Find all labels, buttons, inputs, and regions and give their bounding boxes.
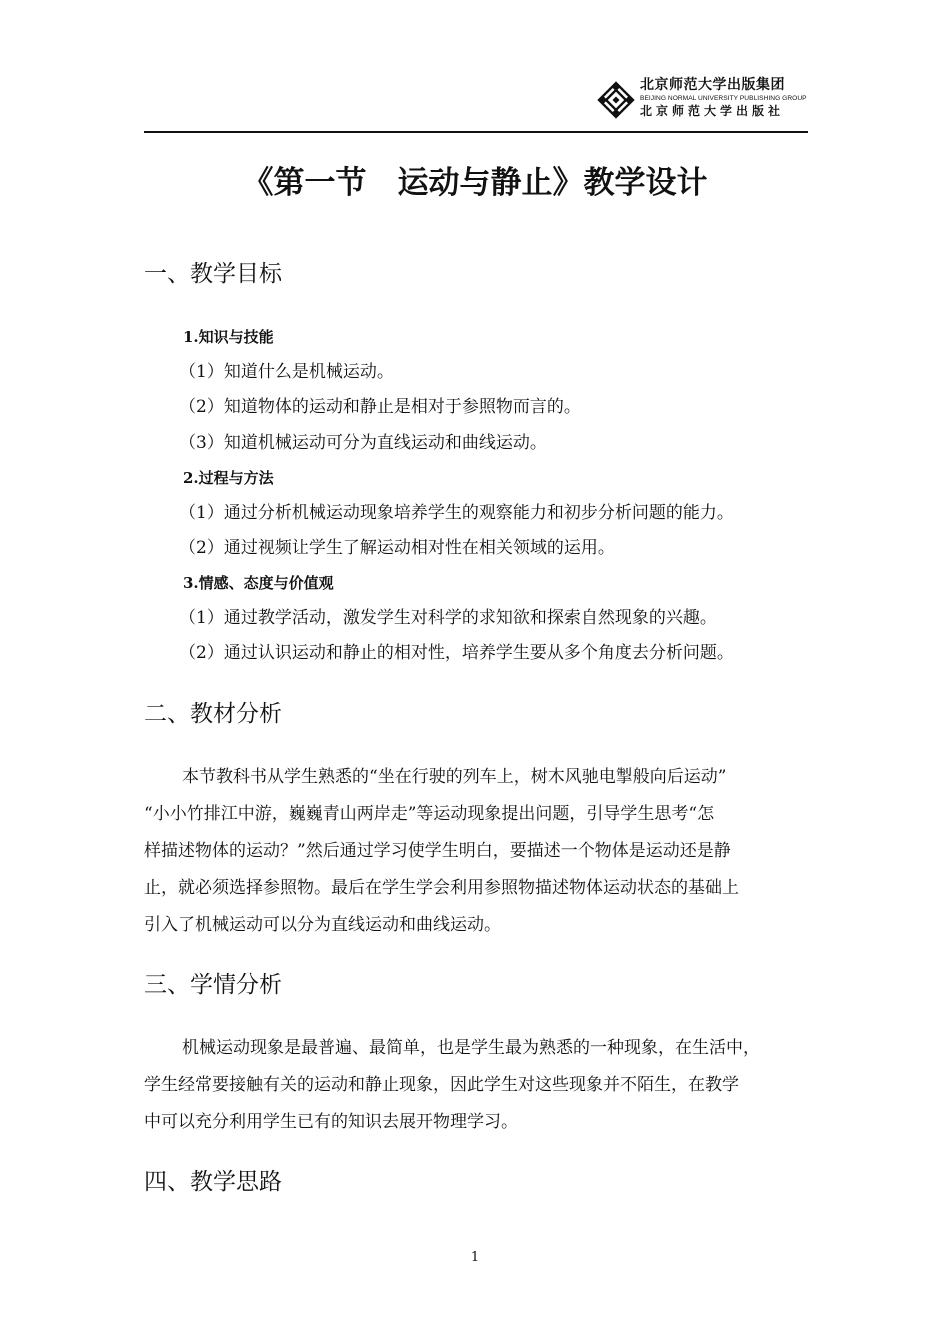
header-divider bbox=[144, 131, 808, 133]
publisher-name-cn: 北京师范大学出版集团 bbox=[640, 77, 785, 93]
goal-item: （2）通过认识运动和静止的相对性，培养学生要从多个角度去分析问题。 bbox=[179, 643, 734, 663]
section-heading-textbook-analysis: 二、教材分析 bbox=[144, 701, 282, 727]
goal-item: （1）通过分析机械运动现象培养学生的观察能力和初步分析问题的能力。 bbox=[179, 503, 734, 523]
section-heading-teaching-goals: 一、教学目标 bbox=[144, 261, 282, 287]
section-heading-teaching-approach: 四、教学思路 bbox=[144, 1169, 282, 1195]
document-title: 《第一节 运动与静止》教学设计 bbox=[242, 165, 708, 201]
paragraph-line: 止，就必须选择参照物。最后在学生学会利用参照物描述物体运动状态的基础上 bbox=[144, 878, 739, 898]
publisher-press-name: 北京师范大学出版社 bbox=[640, 104, 785, 118]
textbook-analysis-paragraph bbox=[144, 759, 808, 944]
learner-analysis-paragraph bbox=[144, 1030, 808, 1141]
goal-item: （1）知道什么是机械运动。 bbox=[179, 362, 394, 382]
goal-item: （1）通过教学活动，激发学生对科学的求知欲和探索自然现象的兴趣。 bbox=[179, 608, 717, 628]
publisher-logo bbox=[596, 76, 812, 126]
bnup-logo-icon bbox=[596, 80, 636, 120]
paragraph-line: “小小竹排江中游，巍巍青山两岸走”等运动现象提出问题，引导学生思考“怎 bbox=[144, 804, 715, 824]
subheading-process-methods: 2.过程与方法 bbox=[183, 469, 274, 487]
section-heading-learner-analysis: 三、学情分析 bbox=[144, 972, 282, 998]
page-number: 1 bbox=[470, 1250, 480, 1265]
paragraph-line: 本节教科书从学生熟悉的“坐在行驶的列车上，树木风驰电掣般向后运动” bbox=[182, 767, 727, 787]
goal-item: （2）通过视频让学生了解运动相对性在相关领域的运用。 bbox=[179, 538, 615, 558]
publisher-name-en: BEIJING NORMAL UNIVERSITY PUBLISHING GROUP bbox=[640, 95, 807, 102]
goal-item: （3）知道机械运动可分为直线运动和曲线运动。 bbox=[179, 433, 547, 453]
subheading-knowledge-skills: 1.知识与技能 bbox=[183, 328, 274, 346]
paragraph-line: 引入了机械运动可以分为直线运动和曲线运动。 bbox=[144, 915, 501, 935]
paragraph-line: 学生经常要接触有关的运动和静止现象，因此学生对这些现象并不陌生，在教学 bbox=[144, 1075, 739, 1095]
goal-item: （2）知道物体的运动和静止是相对于参照物而言的。 bbox=[179, 397, 581, 417]
paragraph-line: 中可以充分利用学生已有的知识去展开物理学习。 bbox=[144, 1112, 518, 1132]
subheading-attitudes-values: 3.情感、态度与价值观 bbox=[183, 574, 334, 592]
paragraph-line: 机械运动现象是最普遍、最简单，也是学生最为熟悉的一种现象，在生活中， bbox=[182, 1038, 760, 1058]
paragraph-line: 样描述物体的运动？”然后通过学习使学生明白，要描述一个物体是运动还是静 bbox=[144, 841, 731, 861]
